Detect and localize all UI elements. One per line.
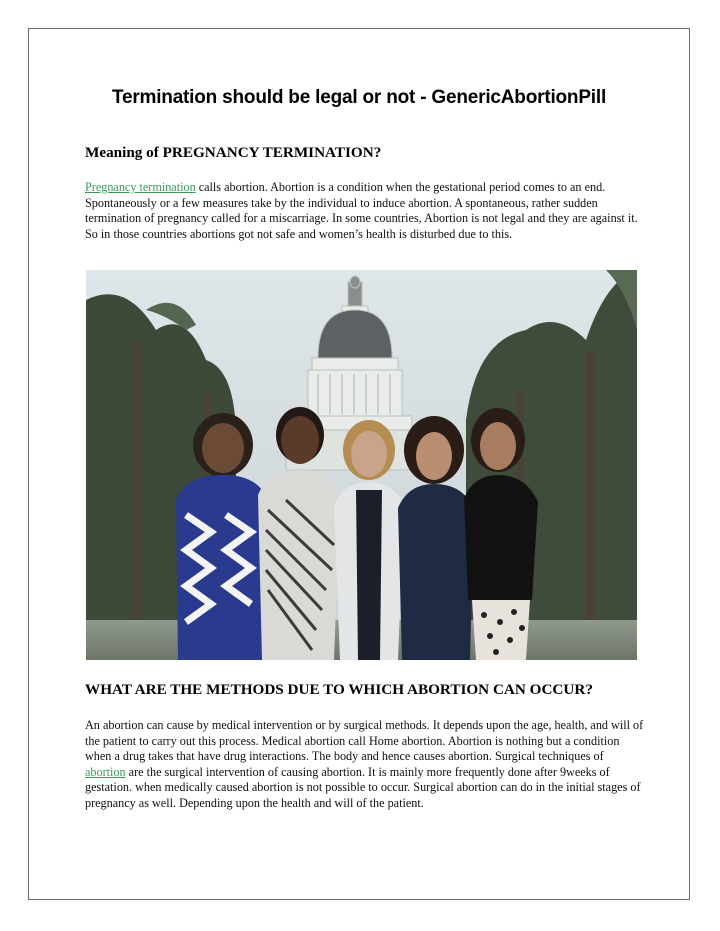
pregnancy-termination-link[interactable]: Pregnancy termination bbox=[85, 180, 196, 194]
paragraph-text: calls abortion. Abortion is a condition when the gestational period comes to an end. Spontaneously or a few measures take by the individual to induce abortion. A spontaneous, rather sudden termination of pregnancy called for a miscarriage. In some countries, Abortion is not legal and they are against it. So in those countries abortions got not safe and women’s health is disturbed due to this. bbox=[85, 180, 638, 241]
paragraph-text: are the surgical intervention of causing abortion. It is mainly more frequently done after 9weeks of gestation. when medically caused abortion is not possible to occur. Surgical abortion can do in the initial stages of pregnancy as well. Depending upon the health and will of the patient. bbox=[85, 764, 641, 810]
document-title: Termination should be legal or not - GenericAbortionPill bbox=[111, 87, 607, 108]
section-heading-methods: WHAT ARE THE METHODS DUE TO WHICH ABORTION CAN OCCUR? bbox=[85, 681, 593, 698]
women-capitol-photo bbox=[86, 270, 637, 660]
section-heading-meaning: Meaning of PREGNANCY TERMINATION? bbox=[85, 144, 382, 161]
section-paragraph-meaning bbox=[85, 180, 645, 242]
abortion-link[interactable]: abortion bbox=[85, 764, 126, 779]
paragraph-text: An abortion can cause by medical intervention or by surgical methods. It depends upon the age, health, and will of the patient to carry out this process. Medical abortion call Home abortion. Abortion is nothing but a condition when a drug takes that have drug interactions. The body and hence causes abortion. Surgical techniques of bbox=[85, 718, 644, 764]
woman-3 bbox=[334, 420, 404, 660]
woman-4 bbox=[398, 416, 474, 660]
section-paragraph-methods bbox=[85, 718, 645, 812]
document-page bbox=[28, 28, 690, 900]
